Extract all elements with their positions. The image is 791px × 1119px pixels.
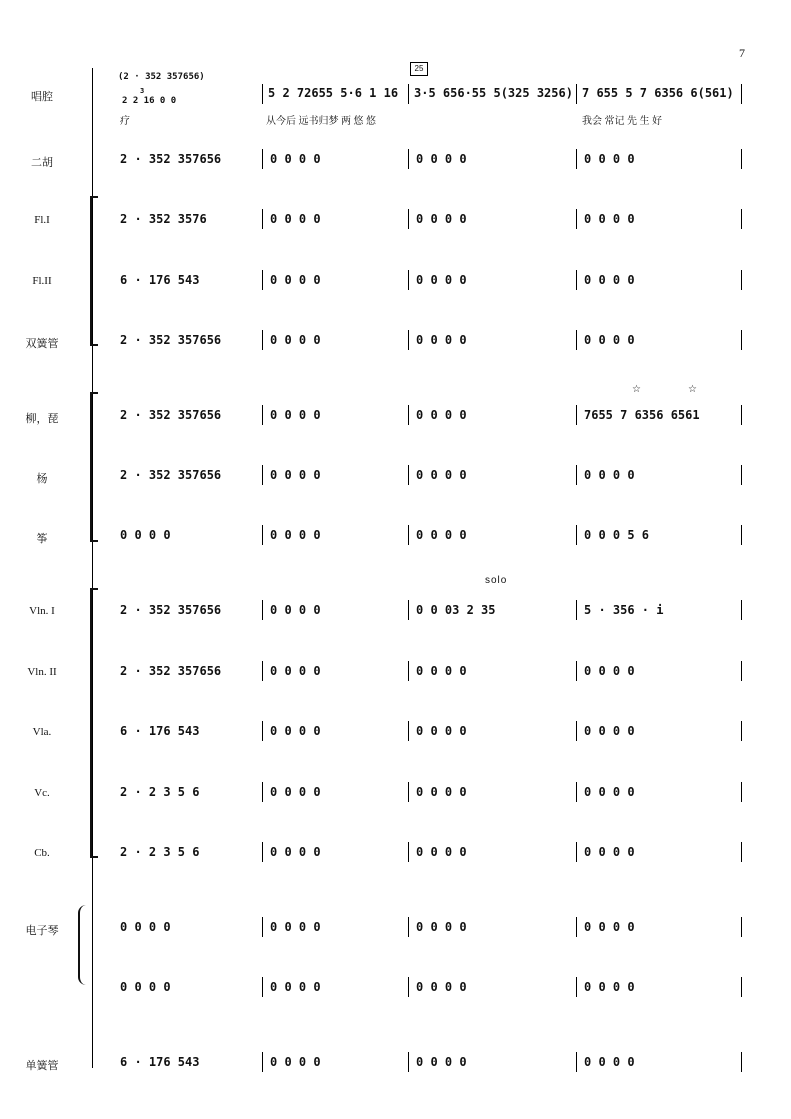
measure-m3: 0 0 0 0 [584, 980, 635, 994]
measure-m1: 0 0 0 0 [270, 1055, 321, 1069]
barline [262, 84, 263, 104]
instrument-label: Fl.I [34, 214, 50, 226]
measure-intro: 0 0 0 0 [120, 920, 171, 934]
measure-m1: 0 0 0 0 [270, 980, 321, 994]
measure-m1: 0 0 0 0 [270, 333, 321, 347]
barline [262, 330, 263, 350]
measure-intro: 6 · 176 543 [120, 273, 200, 287]
instrument-label: Vc. [34, 787, 50, 799]
measure-m3: 0 0 0 0 [584, 664, 635, 678]
measure-intro: 2 · 352 357656 [120, 468, 222, 482]
barline [262, 917, 263, 937]
measure-intro: 2 · 352 357656 [120, 603, 222, 617]
vocal-m3: 7 655 5 7 6356 6(561) [582, 86, 734, 100]
measure-intro: 2 · 352 3576 [120, 212, 207, 226]
measure-intro: 2 · 2 3 5 6 [120, 845, 200, 859]
instrument-label: 杨 [36, 473, 48, 485]
barline [576, 782, 577, 802]
barline [408, 525, 409, 545]
vocal-label: 唱腔 [31, 91, 53, 103]
measure-intro: 2 · 352 357656 [120, 152, 222, 166]
measure-m3: 7655 7 6356 6561 [584, 408, 700, 422]
barline [741, 525, 742, 545]
barline [576, 405, 577, 425]
vocal-intro-top: (2 · 352 357656) [118, 72, 205, 82]
measure-m2: 0 0 0 0 [416, 152, 467, 166]
measure-m1: 0 0 0 0 [270, 845, 321, 859]
measure-intro: 0 0 0 0 [120, 980, 171, 994]
measure-m3: 0 0 0 0 [584, 468, 635, 482]
barline [741, 465, 742, 485]
measure-m1: 0 0 0 0 [270, 528, 321, 542]
barline [408, 1052, 409, 1072]
barline [576, 1052, 577, 1072]
star-mark: ☆ [688, 384, 697, 395]
keyboard-brace [78, 905, 92, 985]
instrument-label: 筝 [36, 533, 48, 545]
measure-intro: 6 · 176 543 [120, 1055, 200, 1069]
instrument-label: Vln. I [29, 605, 55, 617]
measure-m3: 0 0 0 0 [584, 724, 635, 738]
barline [741, 917, 742, 937]
barline [741, 721, 742, 741]
rehearsal-mark: 25 [410, 62, 428, 76]
measure-intro: 2 · 352 357656 [120, 333, 222, 347]
instrument-label: 电子琴 [25, 925, 59, 937]
lyrics-a: 疗 [120, 116, 130, 127]
barline [576, 977, 577, 997]
measure-m3: 0 0 0 5 6 [584, 528, 650, 542]
measure-m3: 0 0 0 0 [584, 152, 635, 166]
barline [408, 977, 409, 997]
measure-m2: 0 0 0 0 [416, 273, 467, 287]
measure-m1: 0 0 0 0 [270, 408, 321, 422]
measure-m3: 0 0 0 0 [584, 273, 635, 287]
instrument-label: Cb. [34, 847, 50, 859]
instrument-label: 柳，琵 [25, 413, 59, 425]
measure-m2: 0 0 0 0 [416, 333, 467, 347]
instrument-label: Vla. [32, 726, 52, 738]
barline [262, 270, 263, 290]
barline [408, 600, 409, 620]
barline [576, 842, 577, 862]
instrument-label: Vln. II [27, 666, 57, 678]
barline [408, 721, 409, 741]
vocal-grace: 3 [140, 87, 145, 95]
measure-m3: 0 0 0 0 [584, 785, 635, 799]
barline [576, 721, 577, 741]
barline [576, 661, 577, 681]
barline [262, 1052, 263, 1072]
barline [408, 330, 409, 350]
instrument-label: 单簧管 [25, 1060, 59, 1072]
barline [741, 149, 742, 169]
barline [408, 149, 409, 169]
measure-m1: 0 0 0 0 [270, 603, 321, 617]
measure-intro: 2 · 2 3 5 6 [120, 785, 200, 799]
barline [262, 977, 263, 997]
measure-m3: 0 0 0 0 [584, 333, 635, 347]
measure-m2: 0 0 0 0 [416, 920, 467, 934]
plucked-brace [90, 392, 92, 542]
measure-m3: 0 0 0 0 [584, 212, 635, 226]
barline [262, 405, 263, 425]
measure-m2: 0 0 0 0 [416, 724, 467, 738]
barline [262, 465, 263, 485]
barline [576, 270, 577, 290]
barline [741, 782, 742, 802]
barline [262, 842, 263, 862]
barline [741, 600, 742, 620]
measure-m2: 0 0 0 0 [416, 1055, 467, 1069]
barline [741, 661, 742, 681]
barline [262, 782, 263, 802]
instrument-label: 二胡 [31, 157, 53, 169]
barline [741, 330, 742, 350]
barline [741, 405, 742, 425]
vocal-m1: 5 2 72655 5·6 1 16 [268, 86, 399, 100]
barline [741, 977, 742, 997]
measure-m2: 0 0 0 0 [416, 468, 467, 482]
barline [741, 84, 742, 104]
barline [408, 661, 409, 681]
measure-m3: 0 0 0 0 [584, 920, 635, 934]
measure-m1: 0 0 0 0 [270, 273, 321, 287]
measure-intro: 2 · 352 357656 [120, 408, 222, 422]
barline [262, 661, 263, 681]
measure-m2: 0 0 0 0 [416, 664, 467, 678]
measure-m3: 5 · 356 · i [584, 603, 664, 617]
measure-m1: 0 0 0 0 [270, 920, 321, 934]
barline [741, 270, 742, 290]
barline [576, 917, 577, 937]
measure-intro: 0 0 0 0 [120, 528, 171, 542]
barline [408, 465, 409, 485]
measure-m2: 0 0 03 2 35 [416, 603, 496, 617]
barline [741, 209, 742, 229]
barline [408, 405, 409, 425]
barline [262, 149, 263, 169]
vocal-intro-bottom: 2 2 16 0 0 [122, 96, 177, 106]
barline [576, 209, 577, 229]
barline [408, 842, 409, 862]
measure-m2: 0 0 0 0 [416, 845, 467, 859]
woodwind-brace [90, 196, 92, 346]
strings-brace [90, 588, 92, 858]
barline [741, 1052, 742, 1072]
barline [576, 149, 577, 169]
lyrics-c: 我会 常记 先 生 好 [582, 116, 662, 127]
measure-intro: 6 · 176 543 [120, 724, 200, 738]
barline [408, 84, 409, 104]
barline [262, 721, 263, 741]
measure-intro: 2 · 352 357656 [120, 664, 222, 678]
barline [408, 782, 409, 802]
barline [741, 842, 742, 862]
measure-m2: 0 0 0 0 [416, 408, 467, 422]
barline [262, 209, 263, 229]
barline [576, 600, 577, 620]
barline [262, 600, 263, 620]
lyrics-b: 从今后 远书归梦 两 悠 悠 [266, 116, 376, 127]
measure-m1: 0 0 0 0 [270, 664, 321, 678]
page-number: 7 [739, 46, 745, 60]
barline [408, 270, 409, 290]
measure-m1: 0 0 0 0 [270, 152, 321, 166]
barline [576, 525, 577, 545]
barline [576, 330, 577, 350]
barline [576, 84, 577, 104]
measure-m3: 0 0 0 0 [584, 1055, 635, 1069]
star-mark: ☆ [632, 384, 641, 395]
measure-m1: 0 0 0 0 [270, 212, 321, 226]
instrument-label: Fl.II [32, 275, 52, 287]
barline [262, 525, 263, 545]
system-line [92, 68, 93, 1068]
measure-m2: 0 0 0 0 [416, 528, 467, 542]
instrument-label: 双簧管 [25, 338, 59, 350]
measure-m1: 0 0 0 0 [270, 724, 321, 738]
vocal-m2: 3·5 656·55 5(325 3256) [414, 86, 573, 100]
barline [408, 917, 409, 937]
measure-m2: 0 0 0 0 [416, 785, 467, 799]
barline [408, 209, 409, 229]
measure-m3: 0 0 0 0 [584, 845, 635, 859]
measure-m1: 0 0 0 0 [270, 468, 321, 482]
measure-m1: 0 0 0 0 [270, 785, 321, 799]
measure-m2: 0 0 0 0 [416, 980, 467, 994]
barline [576, 465, 577, 485]
measure-m2: 0 0 0 0 [416, 212, 467, 226]
solo-marking: solo [485, 575, 508, 586]
